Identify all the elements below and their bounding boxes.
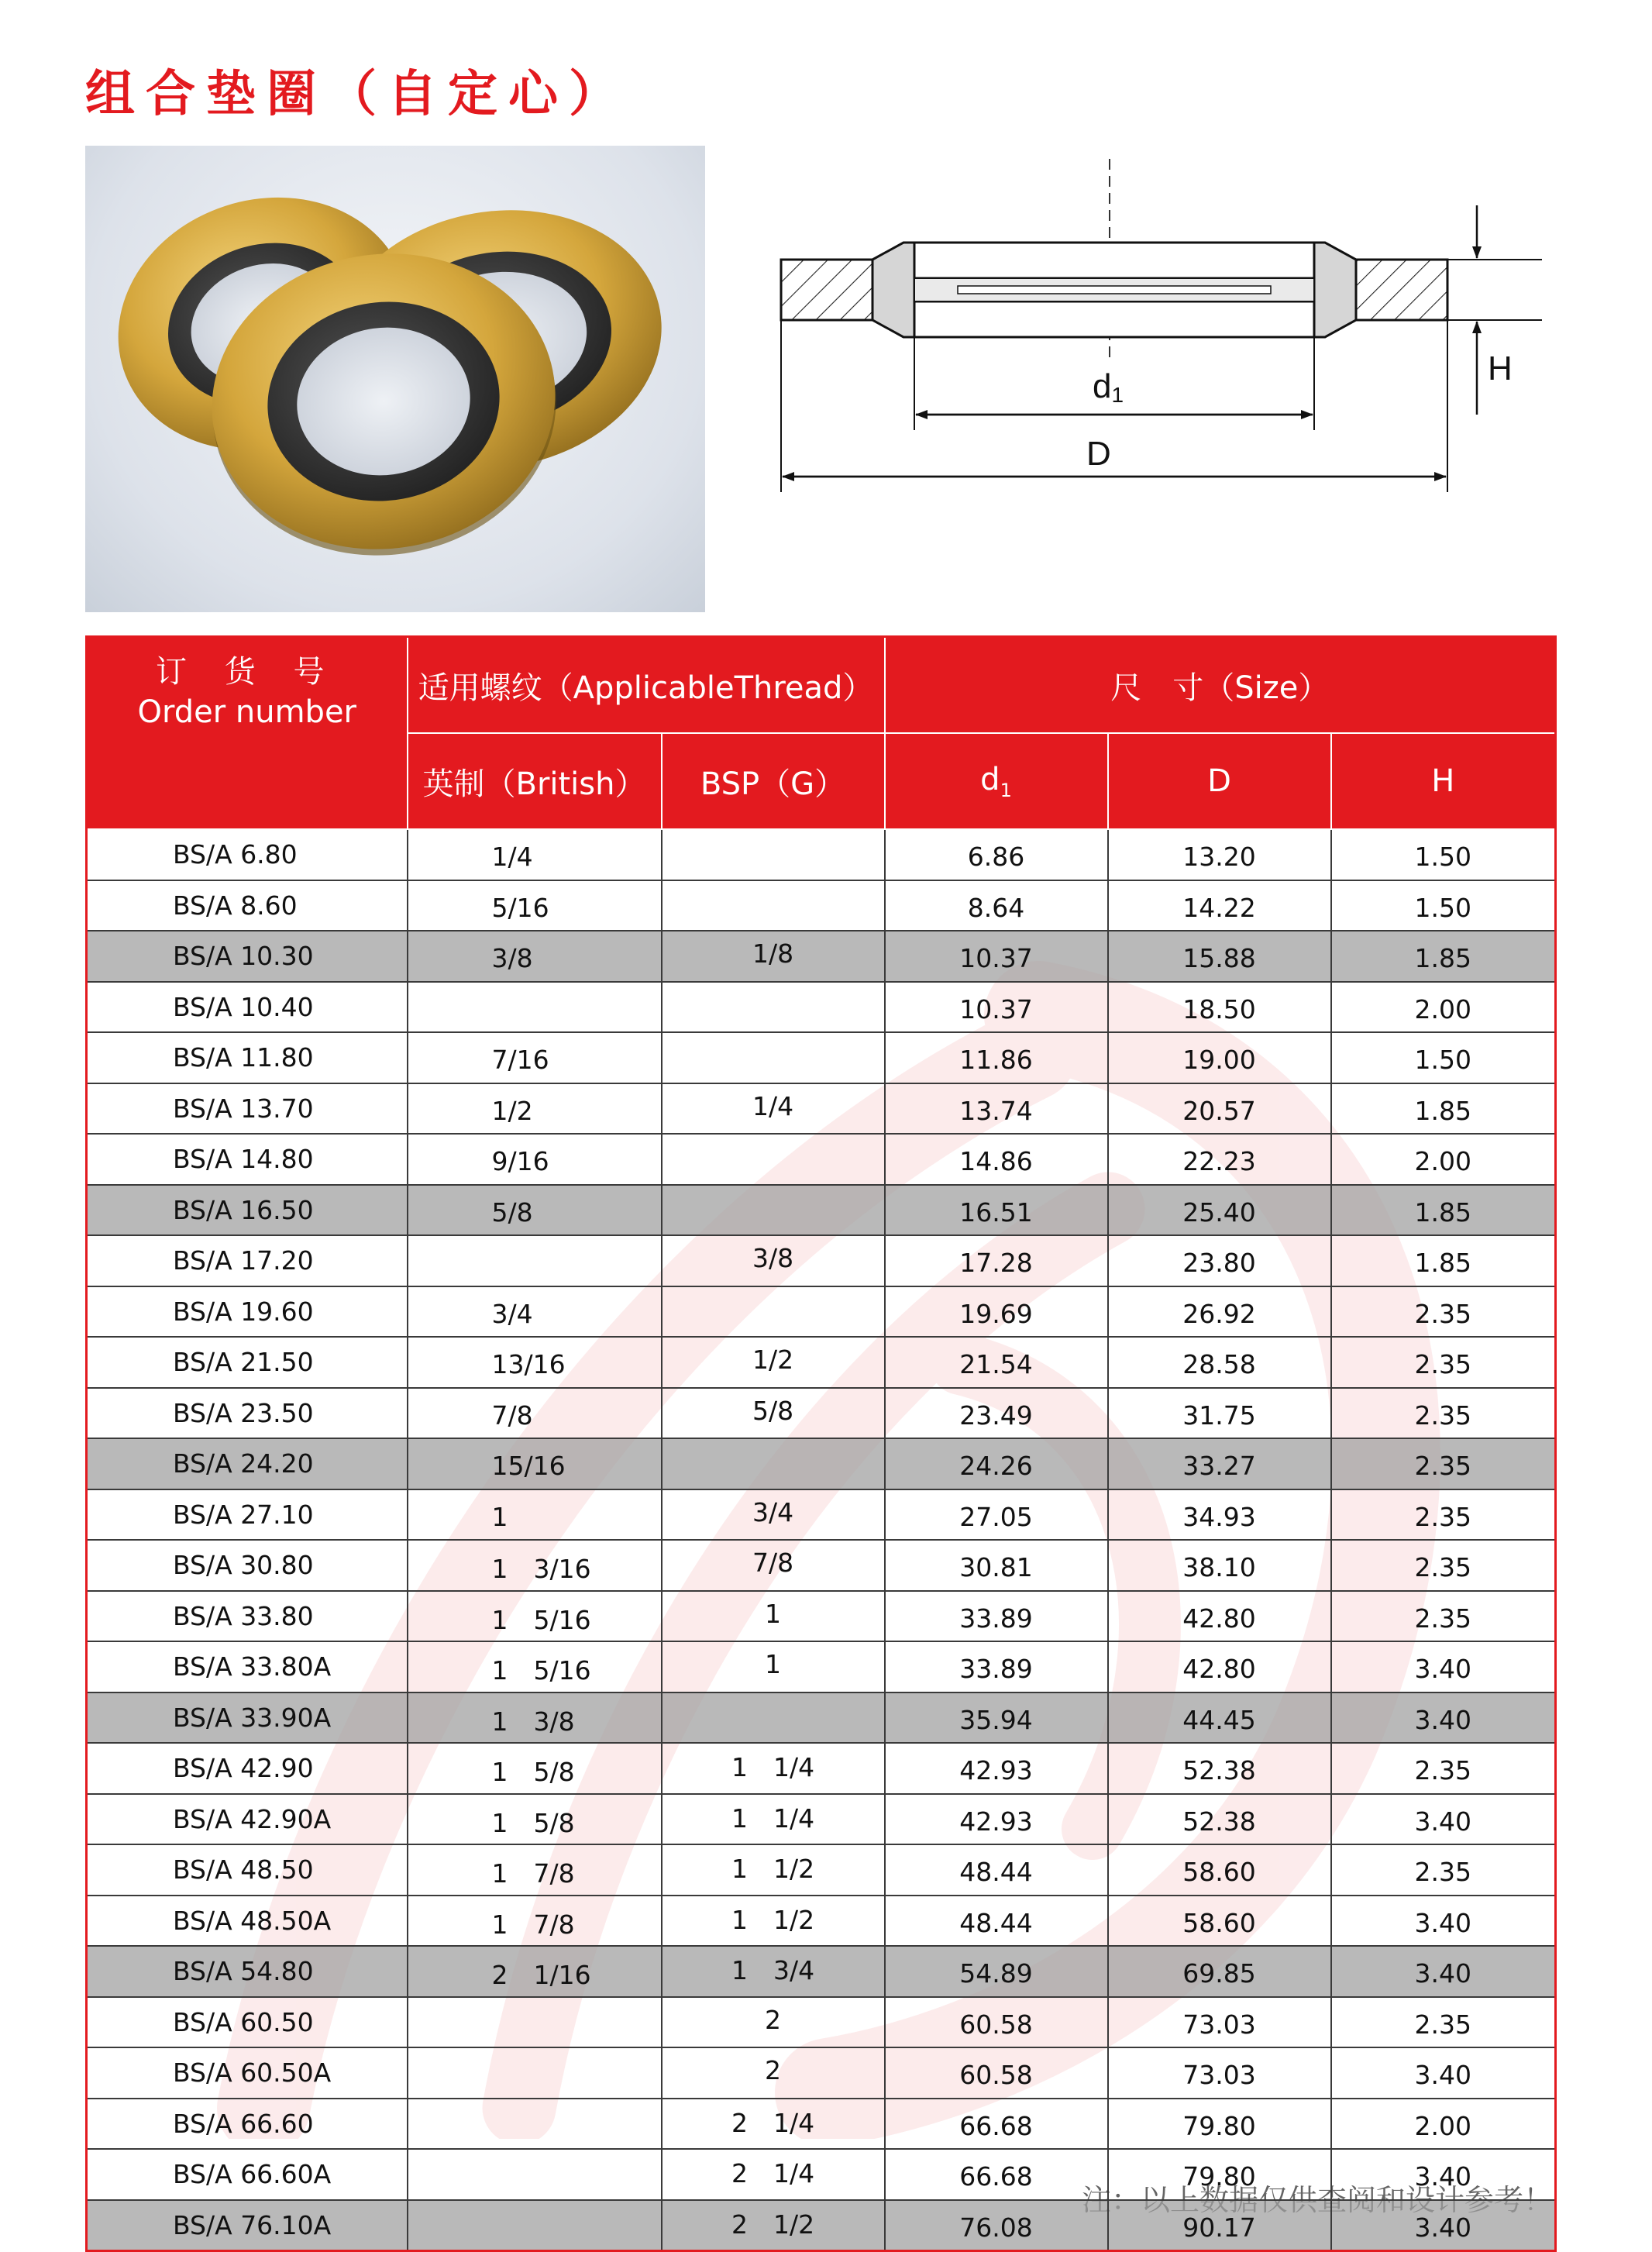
cell-order-number: BS/A 33.80A <box>87 1641 408 1692</box>
cell-H: 3.40 <box>1331 2200 1556 2251</box>
cell-bsp: 2 1/4 <box>662 2099 885 2150</box>
cell-D: 42.80 <box>1108 1591 1331 1642</box>
cell-D: 52.38 <box>1108 1794 1331 1845</box>
cell-H: 1.85 <box>1331 1185 1556 1236</box>
cell-order-number: BS/A 6.80 <box>87 829 408 880</box>
cell-british: 1/4 <box>408 829 662 880</box>
cell-british: 3/8 <box>408 931 662 982</box>
cell-D: 23.80 <box>1108 1235 1331 1286</box>
cell-bsp: 2 1/4 <box>662 2149 885 2200</box>
cell-bsp <box>662 1032 885 1083</box>
header-order-zh: 订 货 号 <box>156 654 339 690</box>
cell-british: 15/16 <box>408 1438 662 1489</box>
cell-order-number: BS/A 23.50 <box>87 1388 408 1439</box>
cell-british <box>408 982 662 1033</box>
cell-order-number: BS/A 11.80 <box>87 1032 408 1083</box>
cell-H: 2.35 <box>1331 1540 1556 1591</box>
header-d1: $d_1$ <box>885 733 1108 829</box>
cell-d1: 54.89 <box>885 1946 1108 1997</box>
cell-D: 28.58 <box>1108 1337 1331 1388</box>
cell-bsp: 1/4 <box>662 1083 885 1135</box>
cell-order-number: BS/A 19.60 <box>87 1286 408 1338</box>
header-D: D <box>1108 733 1331 829</box>
cell-british: 5/16 <box>408 880 662 931</box>
cell-D: 73.03 <box>1108 1997 1331 2048</box>
cell-bsp <box>662 982 885 1033</box>
rubber-seal-right <box>1314 243 1356 337</box>
table-row <box>87 1185 1556 1236</box>
table-row <box>87 982 1556 1033</box>
cell-H: 2.00 <box>1331 2099 1556 2150</box>
rubber-seal-left <box>872 243 914 337</box>
cell-d1: 35.94 <box>885 1692 1108 1744</box>
cell-bsp: 1 1/2 <box>662 1896 885 1947</box>
table-row <box>87 1438 1556 1489</box>
cell-H: 2.35 <box>1331 1286 1556 1338</box>
cell-H: 3.40 <box>1331 1641 1556 1692</box>
table-row <box>87 1591 1556 1642</box>
cell-D: 33.27 <box>1108 1438 1331 1489</box>
cell-british: 1 7/8 <box>408 1896 662 1947</box>
cell-H: 3.40 <box>1331 2149 1556 2200</box>
cell-D: 79.80 <box>1108 2149 1331 2200</box>
cell-d1: 33.89 <box>885 1591 1108 1642</box>
cell-bsp <box>662 1286 885 1338</box>
cell-D: 22.23 <box>1108 1134 1331 1185</box>
cell-british: 1 5/16 <box>408 1641 662 1692</box>
cell-british: 13/16 <box>408 1337 662 1388</box>
cell-D: 15.88 <box>1108 931 1331 982</box>
washer-cross-section-diagram <box>767 151 1565 515</box>
table-row <box>87 1235 1556 1286</box>
cell-d1: 48.44 <box>885 1896 1108 1947</box>
cell-bsp <box>662 1134 885 1185</box>
cell-bsp: 1 1/2 <box>662 1844 885 1896</box>
cell-order-number: BS/A 16.50 <box>87 1185 408 1236</box>
cell-d1: 19.69 <box>885 1286 1108 1338</box>
cell-d1: 60.58 <box>885 2047 1108 2099</box>
cell-order-number: BS/A 42.90 <box>87 1743 408 1794</box>
cell-D: 90.17 <box>1108 2200 1331 2251</box>
cell-H: 1.50 <box>1331 829 1556 880</box>
table-row <box>87 1946 1556 1997</box>
spec-table <box>85 635 1557 2252</box>
cell-british: 1 5/8 <box>408 1743 662 1794</box>
cell-bsp: 1 1/4 <box>662 1743 885 1794</box>
cell-D: 79.80 <box>1108 2099 1331 2150</box>
table-row <box>87 2099 1556 2150</box>
cell-D: 13.20 <box>1108 829 1331 880</box>
cell-D: 44.45 <box>1108 1692 1331 1744</box>
header-order-en: Order number <box>137 694 356 730</box>
cell-d1: 27.05 <box>885 1489 1108 1541</box>
cell-H: 1.85 <box>1331 1083 1556 1135</box>
table-row <box>87 1743 1556 1794</box>
table-row <box>87 1083 1556 1135</box>
cell-H: 2.35 <box>1331 1489 1556 1541</box>
table-row <box>87 2149 1556 2200</box>
cell-british: 1 3/8 <box>408 1692 662 1744</box>
cell-d1: 42.93 <box>885 1794 1108 1845</box>
cell-british <box>408 2200 662 2251</box>
table-row <box>87 1337 1556 1388</box>
cell-H: 2.35 <box>1331 1388 1556 1439</box>
cell-british: 1/2 <box>408 1083 662 1135</box>
cell-british: 1 3/16 <box>408 1540 662 1591</box>
cell-D: 73.03 <box>1108 2047 1331 2099</box>
cell-d1: 66.68 <box>885 2149 1108 2200</box>
header-order-number <box>87 637 408 830</box>
cell-order-number: BS/A 33.90A <box>87 1692 408 1744</box>
cell-order-number: BS/A 66.60 <box>87 2099 408 2150</box>
cell-d1: 42.93 <box>885 1743 1108 1794</box>
cell-british: 1 7/8 <box>408 1844 662 1896</box>
table-row <box>87 829 1556 880</box>
table-row <box>87 1489 1556 1541</box>
cell-order-number: BS/A 10.30 <box>87 931 408 982</box>
cell-d1: 16.51 <box>885 1185 1108 1236</box>
cell-order-number: BS/A 21.50 <box>87 1337 408 1388</box>
cell-bsp: 5/8 <box>662 1388 885 1439</box>
cell-order-number: BS/A 54.80 <box>87 1946 408 1997</box>
cell-D: 58.60 <box>1108 1896 1331 1947</box>
cell-H: 3.40 <box>1331 1896 1556 1947</box>
cell-D: 34.93 <box>1108 1489 1331 1541</box>
cell-d1: 33.89 <box>885 1641 1108 1692</box>
cell-bsp <box>662 1692 885 1744</box>
cell-D: 58.60 <box>1108 1844 1331 1896</box>
table-row <box>87 1032 1556 1083</box>
cell-D: 69.85 <box>1108 1946 1331 1997</box>
cell-D: 31.75 <box>1108 1388 1331 1439</box>
metal-ring-left <box>781 260 872 320</box>
cell-D: 38.10 <box>1108 1540 1331 1591</box>
cell-d1: 66.68 <box>885 2099 1108 2150</box>
cell-H: 2.00 <box>1331 1134 1556 1185</box>
cell-order-number: BS/A 10.40 <box>87 982 408 1033</box>
D-label: D <box>1086 435 1111 473</box>
header-british: 英制（British） <box>408 733 662 829</box>
table-row <box>87 1134 1556 1185</box>
cell-D: 20.57 <box>1108 1083 1331 1135</box>
d1-label: d1 <box>1093 367 1124 407</box>
spec-table-body <box>87 829 1556 2251</box>
cell-bsp: 2 1/2 <box>662 2200 885 2251</box>
cell-H: 2.00 <box>1331 982 1556 1033</box>
cell-d1: 10.37 <box>885 982 1108 1033</box>
cell-H: 3.40 <box>1331 2047 1556 2099</box>
cell-bsp: 7/8 <box>662 1540 885 1591</box>
cell-british: 7/8 <box>408 1388 662 1439</box>
cell-H: 2.35 <box>1331 1438 1556 1489</box>
cell-order-number: BS/A 42.90A <box>87 1794 408 1845</box>
table-row <box>87 931 1556 982</box>
cell-bsp: 1/2 <box>662 1337 885 1388</box>
cell-british: 7/16 <box>408 1032 662 1083</box>
cell-H: 2.35 <box>1331 1997 1556 2048</box>
seal-lip-top <box>914 243 1314 278</box>
table-row <box>87 1896 1556 1947</box>
product-photo <box>85 146 705 612</box>
cell-order-number: BS/A 60.50A <box>87 2047 408 2099</box>
table-row <box>87 2200 1556 2251</box>
cell-d1: 10.37 <box>885 931 1108 982</box>
table-row <box>87 880 1556 931</box>
cell-british: 1 <box>408 1489 662 1541</box>
cell-H: 2.35 <box>1331 1743 1556 1794</box>
cell-H: 1.50 <box>1331 1032 1556 1083</box>
cell-order-number: BS/A 48.50A <box>87 1896 408 1947</box>
cell-d1: 76.08 <box>885 2200 1108 2251</box>
header-size: 尺 寸（Size） <box>885 637 1556 734</box>
seal-lip-bottom <box>914 301 1314 337</box>
cell-british <box>408 1235 662 1286</box>
table-row <box>87 1641 1556 1692</box>
seal-groove <box>958 286 1271 294</box>
cell-d1: 30.81 <box>885 1540 1108 1591</box>
H-label: H <box>1488 350 1513 387</box>
table-row <box>87 1844 1556 1896</box>
cell-british <box>408 1997 662 2048</box>
page-title: 组合垫圈（自定心） <box>85 66 629 123</box>
header-applicable-thread: 适用螺纹（ApplicableThread） <box>408 637 885 734</box>
cell-bsp: 1/8 <box>662 931 885 982</box>
table-row <box>87 1794 1556 1845</box>
cell-bsp <box>662 829 885 880</box>
cell-bsp <box>662 1438 885 1489</box>
cell-H: 3.40 <box>1331 1946 1556 1997</box>
cell-order-number: BS/A 66.60A <box>87 2149 408 2200</box>
bonded-seal-washers-image <box>85 146 705 612</box>
cell-d1: 23.49 <box>885 1388 1108 1439</box>
cell-bsp: 2 <box>662 2047 885 2099</box>
cell-british <box>408 2149 662 2200</box>
cell-D: 42.80 <box>1108 1641 1331 1692</box>
cell-british <box>408 2099 662 2150</box>
cell-order-number: BS/A 76.10A <box>87 2200 408 2251</box>
cell-british: 9/16 <box>408 1134 662 1185</box>
cell-british: 2 1/16 <box>408 1946 662 1997</box>
cell-order-number: BS/A 8.60 <box>87 880 408 931</box>
cell-bsp: 1 <box>662 1591 885 1642</box>
cell-d1: 11.86 <box>885 1032 1108 1083</box>
cell-d1: 60.58 <box>885 1997 1108 2048</box>
cell-order-number: BS/A 48.50 <box>87 1844 408 1896</box>
cell-D: 18.50 <box>1108 982 1331 1033</box>
table-row <box>87 1692 1556 1744</box>
cell-bsp: 1 1/4 <box>662 1794 885 1845</box>
cell-H: 2.35 <box>1331 1844 1556 1896</box>
cell-bsp: 1 <box>662 1641 885 1692</box>
cell-d1: 21.54 <box>885 1337 1108 1388</box>
cell-british: 3/4 <box>408 1286 662 1338</box>
table-row <box>87 2047 1556 2099</box>
cell-british: 5/8 <box>408 1185 662 1236</box>
cell-british: 1 5/16 <box>408 1591 662 1642</box>
header-H: H <box>1331 733 1556 829</box>
table-row <box>87 1286 1556 1338</box>
cell-D: 14.22 <box>1108 880 1331 931</box>
cell-order-number: BS/A 60.50 <box>87 1997 408 2048</box>
cell-bsp: 1 3/4 <box>662 1946 885 1997</box>
cell-H: 1.50 <box>1331 880 1556 931</box>
cell-bsp <box>662 1185 885 1236</box>
cell-H: 2.35 <box>1331 1337 1556 1388</box>
cell-d1: 8.64 <box>885 880 1108 931</box>
cell-d1: 24.26 <box>885 1438 1108 1489</box>
cell-D: 25.40 <box>1108 1185 1331 1236</box>
table-row <box>87 1997 1556 2048</box>
cell-D: 26.92 <box>1108 1286 1331 1338</box>
cell-D: 19.00 <box>1108 1032 1331 1083</box>
cell-H: 3.40 <box>1331 1794 1556 1845</box>
cell-H: 1.85 <box>1331 1235 1556 1286</box>
cell-d1: 14.86 <box>885 1134 1108 1185</box>
metal-ring-right <box>1356 260 1447 320</box>
cell-order-number: BS/A 14.80 <box>87 1134 408 1185</box>
cell-d1: 17.28 <box>885 1235 1108 1286</box>
cell-bsp: 3/4 <box>662 1489 885 1541</box>
table-row <box>87 1540 1556 1591</box>
cell-british <box>408 2047 662 2099</box>
cell-order-number: BS/A 17.20 <box>87 1235 408 1286</box>
cell-british: 1 5/8 <box>408 1794 662 1845</box>
cell-d1: 13.74 <box>885 1083 1108 1135</box>
cell-H: 3.40 <box>1331 1692 1556 1744</box>
cell-H: 2.35 <box>1331 1591 1556 1642</box>
cell-D: 52.38 <box>1108 1743 1331 1794</box>
cell-d1: 6.86 <box>885 829 1108 880</box>
cell-d1: 48.44 <box>885 1844 1108 1896</box>
cell-order-number: BS/A 13.70 <box>87 1083 408 1135</box>
cell-order-number: BS/A 30.80 <box>87 1540 408 1591</box>
cell-order-number: BS/A 33.80 <box>87 1591 408 1642</box>
cell-order-number: BS/A 27.10 <box>87 1489 408 1541</box>
header-bsp: BSP（G） <box>662 733 885 829</box>
cell-bsp: 3/8 <box>662 1235 885 1286</box>
cell-H: 1.85 <box>1331 931 1556 982</box>
cell-bsp <box>662 880 885 931</box>
table-row <box>87 1388 1556 1439</box>
cell-bsp: 2 <box>662 1997 885 2048</box>
cell-order-number: BS/A 24.20 <box>87 1438 408 1489</box>
